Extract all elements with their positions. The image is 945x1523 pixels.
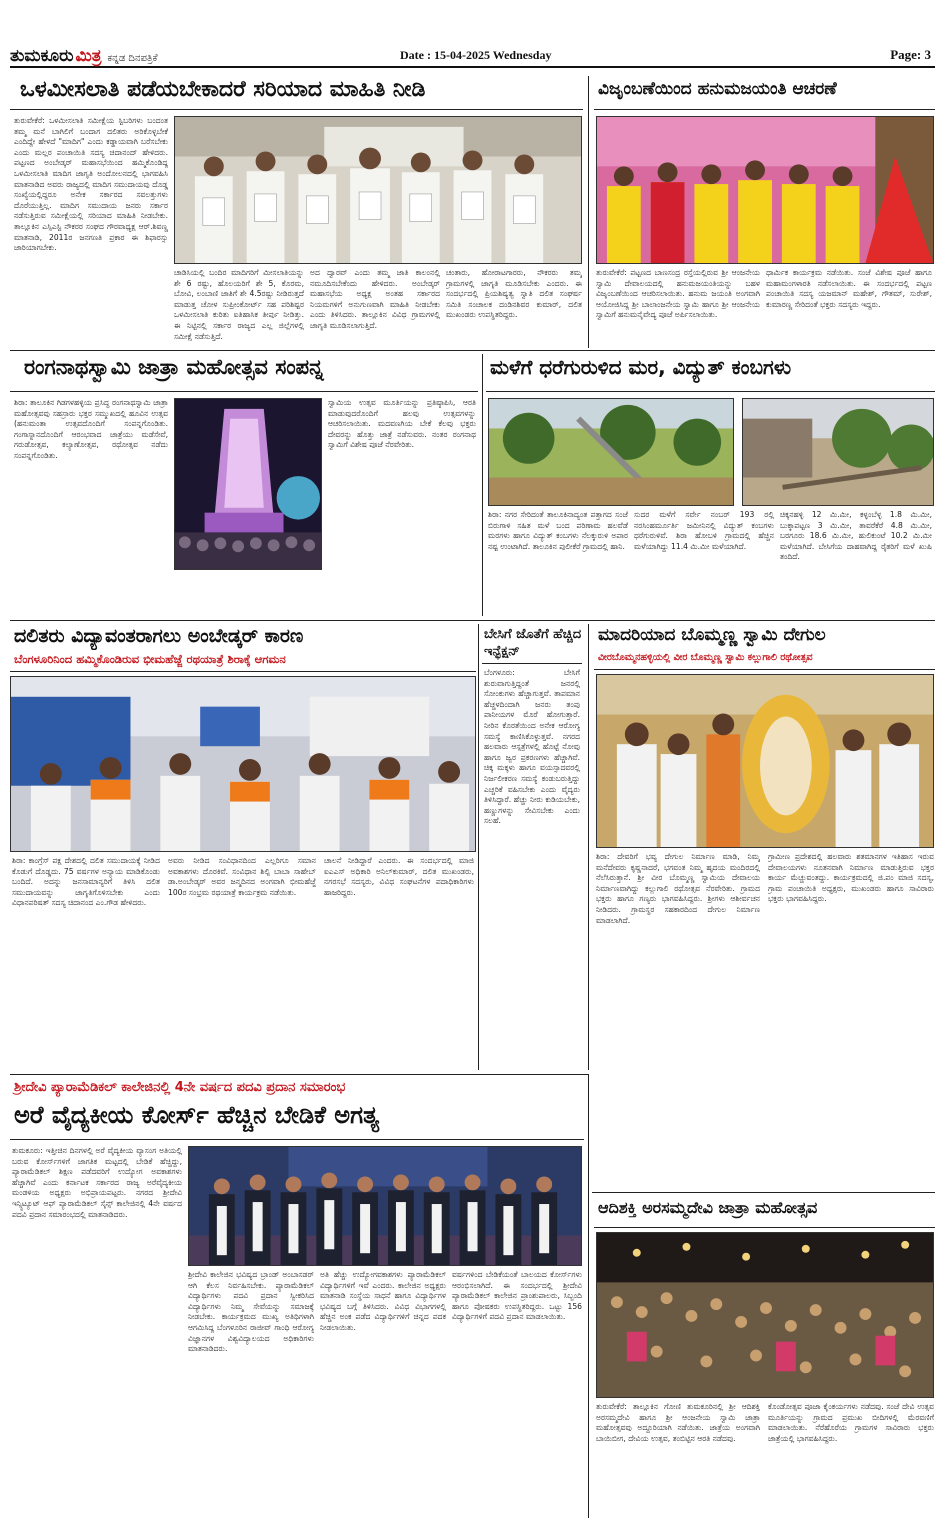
hanuma-jayanti-photo: [596, 116, 934, 264]
article-column: ಗ್ರಾಮೀಣ ಪ್ರದೇಶದಲ್ಲಿ ಹಲವಾರು ಶತಮಾನಗಳ ಇತಿಹಾಸ ಇರುವ ದೇವಾಲಯಗಳು ನೂತನವಾಗಿ ನಿರ್ಮಾಣ ಮಾಡುತ್ತಿರುವ ಭಕ್ತರ ಕಾರ್ಯ ಮೆಚ್ಚುವಂತದ್ದು. ಕಾರ್ಯಕ್ರಮದಲ್ಲಿ ಜಿ.ಪಂ ಮಾಜಿ ಸದಸ್ಯ, ಗ್ರಾಮ ಪಂಚಾಯಿತಿ ಅಧ್ಯಕ್ಷರು, ಮುಖಂಡರು ಹಾಗೂ ಸಾವಿರಾರು ಭಕ್ತರು ಭಾಗವಹಿಸಿದ್ದರು.: [768, 852, 934, 904]
rathayatre-photo: [10, 676, 476, 852]
article-olameesalati: [10, 76, 583, 348]
article-ambedkar-rathayatre: [10, 624, 476, 1070]
article-column: ಸುದರ ಮಳೆಗೆ ಸರ್ವೇ ನಂಬರ್ 193 ರಲ್ಲಿ ನರಸಿಂಹರ್ಮೂರ್ತಿ ಜಮೀನಿನಲ್ಲಿ ವಿದ್ಯುತ್ ಕಂಬಗಳು ಧರೆಗುರುಳಿವೆ. ಶಿರಾ ಹೋಬಳಿ ಗ್ರಾಮದಲ್ಲಿ ಹೆಚ್ಚಿನ ಮಳೆಯಾಗಿದ್ದು 11.4 ಮಿ.ಮೀ ಮಳೆಯಾಗಿದೆ.: [634, 510, 774, 551]
chariot-festival-photo: [174, 398, 322, 570]
article-arasammadevi-jatre: [594, 1196, 935, 1518]
article-column: ಚಿಕ್ಕನಹಳ್ಳಿ 12 ಮಿ.ಮೀ, ಕಳ್ಳಂಬೆಳ್ಳ 1.8 ಮಿ.ಮೀ, ಬುಕ್ಕಾಪಟ್ಟಣ 3 ಮಿ.ಮೀ, ತಾವರೆಕೆರೆ 4.8 ಮಿ.ಮೀ, ಬರಗೂರು 18.6 ಮಿ.ಮೀ, ಹುಲಿಕುಂಟೆ 10.2 ಮಿ.ಮೀ ಮಳೆಯಾಗಿದೆ. ಬೇಸಿಗೆಯ ದಾಹವಾಗಿದ್ದ ರೈತರಿಗೆ ಮಳೆ ಖುಷಿ ತಂದಿದೆ.: [780, 510, 932, 562]
masthead: [10, 42, 935, 68]
column-divider: [588, 624, 589, 1070]
article-column: ಬೆಂಗಳೂರು: ಬೇಸಿಗೆ ಶುರುವಾಗುತ್ತಿದ್ದಂತೆ ಜನರಲ್ಲಿ ಸೋಂಕುಗಳು ಹೆಚ್ಚಾಗುತ್ತವೆ. ತಾಪಮಾನ ಹೆಚ್ಚಳದಿಂದಾಗಿ ಜನರು ತಂಪು ಪಾನೀಯಗಳ ಮೊರೆ ಹೋಗುತ್ತಾರೆ. ನೀರಿನ ಕೊರತೆಯಿಂದ ಅನೇಕ ಆರೋಗ್ಯ ಸಮಸ್ಯೆ ಕಾಣಿಸಿಕೊಳ್ಳುತ್ತವೆ. ನಗರದ ಹಲವಾರು ಆಸ್ಪತ್ರೆಗಳಲ್ಲಿ ಹೊಟ್ಟೆ ನೋವು ಹಾಗೂ ಜ್ವರ ಪ್ರಕರಣಗಳು ಹೆಚ್ಚಾಗಿವೆ. ಚಿಕ್ಕ ಮಕ್ಕಳು ಹಾಗೂ ವಯಸ್ಸಾದವರಲ್ಲಿ ನಿರ್ಜಲೀಕರಣ ಸಮಸ್ಯೆ ಕಂಡುಬರುತ್ತಿದ್ದು ಎಚ್ಚರಿಕೆ ವಹಿಸಬೇಕು ಎಂದು ವೈದ್ಯರು ತಿಳಿಸಿದ್ದಾರೆ. ಹೆಚ್ಚು ನೀರು ಕುಡಿಯಬೇಕು, ಹಣ್ಣುಗಳನ್ನು ಸೇವಿಸಬೇಕು ಎಂದು ಸಲಹೆ.: [484, 668, 580, 826]
article-column: ತುರುವೇಕೆರೆ: ಒಳಮೀಸಲಾತಿ ಸಮೀಕ್ಷೆಯ ಸ್ಟಿಬರಿಗಳು ಬಂದಂತ ತಮ್ಮ ಮನೆ ಬಾಗಿಲಿಗೆ ಬಂದಾಗ ದಲಿತರು ಅರಿಕೊಳ್ಳಬೇಕೆ ಎಂದಿದ್ದೇ ಹೇಳದೆ "ಮಾದಿಗ" ಎಂದು ಕಡ್ಡಾಯವಾಗಿ ಬರೆಸಬೇಕು ಎಂದು ಮಲ್ಲರ ಪಂಚಾಯಿತಿ ಸದಸ್ಯ ಚಿದಾನಂದ್ ಹೇಳಿದರು. ಪಟ್ಟಣದ ಅಂಬೇಡ್ಕರ್ ಮಹಾಸಭೆಯಿಂದ ಹಮ್ಮಿಕೊಂಡಿದ್ದ ಒಳಮೀಸಲಾತಿ ಮಾದಿಗ ಜಾಗೃತಿ ಅಂದೋಲನದಲ್ಲಿ ಭಾಗವಹಿಸಿ ಮಾತನಾಡಿದ ಅವರು ರಾಜ್ಯದಲ್ಲಿ ಮಾದಿಗ ಸಮುದಾಯವು ದೊಡ್ಡ ಸಂಖ್ಯೆಯಲ್ಲಿದ್ದರೂ ಅನೇಕ ಸರ್ಕಾರದ ಸವಲತ್ತುಗಳು ದೊರೆಯುತ್ತಿಲ್ಲ. ಮಾದಿಗ ಸಮುದಾಯ ಜನರು ಸರ್ಕಾರ ನಡೆಸುತ್ತಿರುವ ಸಮೀಕ್ಷೆಯಲ್ಲಿ ಸರಿಯಾದ ಮಾಹಿತಿ ನೀಡಬೇಕು. ತಾಲ್ಲೂಕಿನ ಎಸ್ಸಿಎಸ್ಟಿ ನೌಕರರ ಸಂಘದ ಗೌರವಾಧ್ಯಕ್ಷ ಆರ್.ಶಿವಣ್ಣ ಮಾತನಾಡಿ, 2011ರ ಜನಗಣತಿ ಪ್ರಕಾರ ಈ ಶಿಫಾರಸ್ಸು ಜಾರಿಯಾಗಬೇಕು.: [14, 116, 168, 253]
article-column: ಅದ ದ್ವಾರವ್ ಎಂದು ತಮ್ಮ ಜಾತಿ ಕಾಲಂನಲ್ಲಿ ನಮೂದಿಸಬೇಕೆಂದು ಹೇಳಿದರು. ಅಂಬೇಡ್ಕರ್ ಮಹಾಸಭೆಯ ಅಧ್ಯಕ್ಷ ಅಂತಹ ಸರ್ಕಾರದ ನಿಯಮಗಳಿಗೆ ಅನುಗುಣವಾಗಿ ಮಾಹಿತಿ ನೀಡಬೇಕು ಎಂದು ತಿಳಿಸಿದರು. ತಾಲ್ಲೂಕಿನ ವಿವಿಧ ಗ್ರಾಮಗಳಲ್ಲಿ ಜಾಗೃತಿ ಮೂಡಿಸಲಾಗುತ್ತಿದೆ.: [310, 268, 440, 330]
section-divider: [10, 620, 935, 621]
section-divider: [592, 1192, 935, 1193]
article-headline: ದಲಿತರು ವಿದ್ಯಾವಂತರಾಗಲು ಅಂಬೇಡ್ಕರ್ ಕಾರಣ: [14, 625, 304, 647]
article-column: ಅತಿ ಹೆಚ್ಚು ಉದ್ಯೋಗವಕಾಶಗಳು ಪ್ಯಾರಾಮೆಡಿಕಲ್ ವಿದ್ಯಾರ್ಥಿಗಳಿಗೆ ಇವೆ ಎಂದರು. ಕಾಲೇಜಿನ ಅಧ್ಯಕ್ಷರು ಮಾತನಾಡಿ ಸಂಸ್ಥೆಯ ಸಾಧನೆ ಹಾಗೂ ವಿದ್ಯಾರ್ಥಿಗಳ ಭವಿಷ್ಯದ ಬಗ್ಗೆ ತಿಳಿಸಿದರು. ವಿವಿಧ ವಿಭಾಗಗಳಲ್ಲಿ ಹೆಚ್ಚಿನ ಅಂಕ ಪಡೆದ ವಿದ್ಯಾರ್ಥಿಗಳಿಗೆ ಚಿನ್ನದ ಪದಕ ನೀಡಲಾಯಿತು.: [320, 1270, 446, 1332]
article-headline: ವಿಜೃಂಬಣೆಯಿಂದ ಹನುಮಜಯಂತಿ ಆಚರಣೆ: [594, 76, 935, 110]
article-bommanna-temple: [594, 624, 935, 1070]
article-column: ಚಾಲನೆ ನೀಡಿದ್ದಾರೆ ಎಂದರು. ಈ ಸಂದರ್ಭದಲ್ಲಿ ಮಾಜಿ ಐಎಎಸ್ ಅಧಿಕಾರಿ ಅನಿಲ್‌ಕುಮಾರ್, ದಲಿತ ಮುಖಂಡರು, ನಗರಸಭೆ ಸದಸ್ಯರು, ವಿವಿಧ ಸಂಘಟನೆಗಳ ಪದಾಧಿಕಾರಿಗಳು ಹಾಜರಿದ್ದರು.: [324, 856, 474, 897]
press-meet-photo: [174, 116, 582, 264]
temple-rathotsava-photo: [596, 674, 934, 848]
article-column: ಚಾಡಿಸಿಯಲ್ಲಿ ಬಂದಿರ ಮಾದಿಗರಿಗೆ ಮೀಸಲಾತಿಯನ್ನು ಶೇ 6 ರಷ್ಟು, ಹೊಲಯರಿಗೆ ಶೇ 5, ಕೊರಮ, ಬೋವಿ, ಲಂಬಾಣಿ ಜಾತಿಗೆ ಶೇ 4.5ರಷ್ಟು ನೀಡಿರುತ್ತದೆ ಮಾಡುತ್ತ ಚೋಳ ಸುಪ್ರೀಂಕೋರ್ಟ್ ಸಹ ಪರಿಶಿಷ್ಟರ ಒಳಮೀಸಲಾತಿ ಕುರಿತು ಐತಿಹಾಸಿಕ ತೀರ್ಪು ನೀಡಿತ್ತು. ಈ ನಿಟ್ಟಿನಲ್ಲಿ ಸರ್ಕಾರ ರಾಜ್ಯದ ಎಲ್ಲ ಜಿಲ್ಲೆಗಳಲ್ಲಿ ಸಮೀಕ್ಷೆ ನಡೆಸುತ್ತಿದೆ.: [174, 268, 304, 341]
article-summer-infection: [482, 624, 582, 1070]
article-subhead: ಬೆಂಗಳೂರಿನಿಂದ ಹಮ್ಮಿಕೊಂಡಿರುವ ಭೀಮಹೆಜ್ಜೆ ರಥಯಾತ್ರೆ ಶಿರಾಕ್ಕೆ ಆಗಮನ: [10, 650, 476, 672]
article-kicker: ಶ್ರೀದೇವಿ ಪ್ಯಾರಾಮೆಡಿಕಲ್ ಕಾಲೇಜಿನಲ್ಲಿ 4ನೇ ವರ್ಷದ ಪದವಿ ಪ್ರದಾನ ಸಮಾರಂಭ: [14, 1080, 346, 1095]
article-column: ಚಂತಾರು, ಹೋರಾಟಗಾರರು, ನೌಕರರು ತಮ್ಮ ಗ್ರಾಮಗಳಲ್ಲಿ ಜಾಗೃತಿ ಮೂಡಿಸಬೇಕು ಎಂದರು. ಈ ಸಂದರ್ಭದಲ್ಲಿ ಪ್ರಿಯಶಿಷ್ಯತ್ವ ಸ್ವಾತಿ ದಲಿತ ಸಂಘರ್ಷ ಸಮಿತಿ ಸಂಚಾಲಕ ದಂಡಿನಶಿವರ ಕುಮಾರ್, ದಲಿತ ಮುಖಂಡರು ಉಪಸ್ಥಿತರಿದ್ದರು.: [446, 268, 582, 320]
article-headline: ಆದಿಶಕ್ತಿ ಅರಸಮ್ಮದೇವಿ ಜಾತ್ರಾ ಮಹೋತ್ಸವ: [594, 1196, 935, 1228]
article-column: ವರ್ಷಗಳಿಂದ ಬೇಡಿಕೆಯಂತೆ ಬಾಲಯದ ಕೋರ್ಸ್‌ಗಳು ಆರಂಭಿಸಲಾಗಿದೆ. ಈ ಸಂದರ್ಭದಲ್ಲಿ ಶ್ರೀದೇವಿ ಪ್ಯಾರಾಮೆಡಿಕಲ್ ಕಾಲೇಜಿನ ಪ್ರಾಂಶುಪಾಲರು, ಸಿಬ್ಬಂದಿ ಹಾಗೂ ಪೋಷಕರು ಉಪಸ್ಥಿತರಿದ್ದರು. ಒಟ್ಟು 156 ವಿದ್ಯಾರ್ಥಿಗಳಿಗೆ ಪದವಿ ಪ್ರದಾನ ಮಾಡಲಾಯಿತು.: [452, 1270, 582, 1322]
column-divider: [588, 1074, 589, 1518]
article-headline: [482, 624, 582, 664]
article-headline: ಮಾದರಿಯಾದ ಬೊಮ್ಮಣ್ಣ ಸ್ವಾಮಿ ದೇಗುಲ: [598, 625, 826, 645]
jatre-crowd-photo: [596, 1232, 934, 1398]
article-ranganatha-jatre: [10, 354, 478, 616]
article-column: ಶಿರಾ: ದೇವರಿಗೆ ಭವ್ಯ ದೇಗುಲ ನಿರ್ಮಾಣ ಮಾಡಿ, ನಿಮ್ಮ ಮನೆದೇವರು ಕೃಷ್ಣನಾದರೆ, ಭಗವಂತ ನಿಮ್ಮ ಹೃದಯ ಮಂದಿರದಲ್ಲಿ ನೆಲೆಸಿರುತ್ತಾನೆ. ಶ್ರೀ ವೀರ ಬೊಮ್ಮಣ್ಣ ಸ್ವಾಮಿಯ ದೇವಾಲಯ ನಿರ್ಮಾಣವಾಗಿದ್ದು ಕಲ್ಲುಗಾಲಿ ರಥೋತ್ಸವ ನೆರವೇರಿತು. ಗ್ರಾಮದ ಭಕ್ತರು ಹಾಗೂ ಗಣ್ಯರು ಭಾಗವಹಿಸಿದ್ದರು. ಶ್ರೀಗಳು ಆಶೀರ್ವಚನ ನೀಡಿದರು. ಗ್ರಾಮಸ್ಥರ ಸಹಕಾರದಿಂದ ದೇಗುಲ ನಿರ್ಮಾಣ ಮಾಡಲಾಗಿದೆ.: [596, 852, 760, 925]
fallen-poles-photo: [742, 398, 934, 506]
article-column: ತುಮಕೂರು: ಇತ್ತೀಚಿನ ದಿನಗಳಲ್ಲಿ ಅರೆ ವೈದ್ಯಕೀಯ ವ್ಯಾಸಂಗ ಅತಿಯಲ್ಲಿ ಬರುವ ಕೋರ್ಸ್‌ಗಳಿಗೆ ಜಾಗತಿಕ ಮಟ್ಟದಲ್ಲಿ ಬೇಡಿಕೆ ಹೆಚ್ಚಿದ್ದು, ಪ್ಯಾರಾಮೆಡಿಕಲ್ ಶಿಕ್ಷಣ ಪಡೆದವರಿಗೆ ಉದ್ಯೋಗ ಅವಕಾಶಗಳು ಹೆಚ್ಚಾಗಿವೆ ಎಂದು ಕರ್ನಾಟಕ ಸರ್ಕಾರದ ರಾಜ್ಯ ಅರೆವೈದ್ಯಕೀಯ ಮಂಡಳಿಯ ಅಧ್ಯಕ್ಷರು ಅಭಿಪ್ರಾಯಪಟ್ಟರು. ನಗರದ ಶ್ರೀದೇವಿ ಇನ್ಸ್ಟಿಟ್ಯೂಟ್ ಆಫ್ ಪ್ಯಾರಾಮೆಡಿಕಲ್ ಸೈನ್ಸ್ ಕಾಲೇಜಿನಲ್ಲಿ 4ನೇ ವರ್ಷದ ಪದವಿ ಪ್ರದಾನ ಸಮಾರಂಭದಲ್ಲಿ ಮಾತನಾಡಿದರು.: [12, 1146, 182, 1219]
page-number: Page: 3: [890, 47, 931, 62]
logo-accent: ಮಿತ್ರ: [75, 46, 102, 66]
column-divider: [482, 354, 483, 616]
article-headline: ಅರೆ ವೈದ್ಯಕೀಯ ಕೋರ್ಸ್ ಹೆಚ್ಚಿನ ಬೇಡಿಕೆ ಅಗತ್ಯ: [10, 1100, 584, 1140]
logo-main: ತುಮಕೂರು: [10, 46, 74, 66]
article-column: ಶಿರಾ: ಕಾಂಗ್ರೆಸ್ ಪಕ್ಷ ದೇಶದಲ್ಲಿ ದಲಿತ ಸಮುದಾಯಕ್ಕೆ ನೀಡಿದ ಕೊಡುಗೆ ದೊಡ್ಡದು. 75 ವರ್ಷಗಳ ಅನ್ಯಾಯ ಮಾಡಿಕೊಂಡು ಬಂದಿದೆ. ಅದನ್ನು ಜನಸಾಮಾನ್ಯರಿಗೆ ತಿಳಿಸಿ ದಲಿತ ಸಮುದಾಯವನ್ನು ಜಾಗೃತಿಗೊಳಿಸಬೇಕು ಎಂದು ವಿಧಾನಪರಿಷತ್ ಸದಸ್ಯ ಚಿದಾನಂದ ಎಂ.ಗೌಡ ಹೇಳಿದರು.: [12, 856, 160, 908]
logo-tagline: ಕನ್ನಡ ದಿನಪತ್ರಿಕೆ: [107, 53, 158, 64]
article-rain-damage: [486, 354, 935, 616]
article-column: ಅವರು ನೀಡಿದ ಸಂವಿಧಾನದಿಂದ ಎಲ್ಲರಿಗೂ ಸಮಾನ ಅವಕಾಶಗಳು ದೊರಕಿವೆ. ಸಂವಿಧಾನ ಶಿಲ್ಪಿ ಬಾಬಾ ಸಾಹೇಬ್ ಡಾ.ಅಂಬೇಡ್ಕರ್ ಅವರ ಜನ್ಮದಿನದ ಅಂಗವಾಗಿ ಭೀಮಹೆಜ್ಜೆ 100ರ ಸಂಭ್ರಮ ರಥಯಾತ್ರೆ ಕಾರ್ಯಕ್ರಮ ನಡೆಯಿತು.: [168, 856, 316, 897]
article-column: ಸ್ವಾಮಿಯ ಉತ್ಸವ ಮೂರ್ತಿಯನ್ನು ಪ್ರತಿಷ್ಠಾಪಿಸಿ, ಆರತಿ ಮಾಡುವುದರೊಂದಿಗೆ ಹಲವು ಉತ್ಸವಗಳನ್ನು ಆಚರಿಸಲಾಯಿತು. ಮದವಣಗಿಯ ಬೇಕೆ ಕೆಲವು ಭಕ್ತರು ದೇವರನ್ನು ಹೊತ್ತು ಜಾತ್ರೆ ನಡೆಸುವರು. ನಂತರ ರಂಗನಾಥ ಸ್ವಾಮಿಗೆ ವಿಶೇಷ ಪೂಜೆ ನೆರವೇರಿತು.: [328, 398, 476, 450]
article-column: ತುರುವೇಕೆರೆ: ಪಟ್ಟಣದ ಬಾಣಸಂದ್ರ ರಸ್ತೆಯಲ್ಲಿರುವ ಶ್ರೀ ಆಂಜನೇಯ ಸ್ವಾಮಿ ದೇವಾಲಯದಲ್ಲಿ ಹನುಮಜಯಂತಿಯನ್ನು ಬಹಳ ವಿಜೃಂಬಣೆಯಿಂದ ಆಚರಿಸಲಾಯಿತು. ಹನುಮ ಜಯಂತಿ ಅಂಗವಾಗಿ ಆಯೋಜಿಸಿದ್ದ ಶ್ರೀ ಬಾಲಾಂಜನೇಯ ಸ್ವಾಮಿ ಹಾಗೂ ಶ್ರೀ ಆಂಜನೇಯ ಸ್ವಾಮಿಗೆ ಹನುಮನೈವೇದ್ಯ ಪೂಜೆ ಅರ್ಪಿಸಲಾಯಿತು.: [596, 268, 760, 320]
column-divider: [588, 76, 589, 348]
section-divider: [10, 1074, 588, 1075]
article-hanuma-jayanti: [594, 76, 935, 348]
article-column: ಶಿರಾ: ನಗರ ಸೇರಿದಂತೆ ತಾಲೂಕಿನಾದ್ಯಂತ ಪತ್ತಾಗದ ಸಂಜೆ ಬಿರುಗಾಳಿ ಸಹಿತ ಮಳೆ ಬಂದ ಪರಿಣಾಮ ಹಲವೆಡೆ ಮರಗಳು ಹಾಗೂ ವಿದ್ಯುತ್ ಕಂಬಗಳು ನೆಲಕ್ಕುರುಳಿ ಅಪಾರ ನಷ್ಟ ಉಂಟಾಗಿದೆ. ತಾಲೂಕಿನ ಪುಲೀಕೆರೆ ಗ್ರಾಮದಲ್ಲಿ ಹಾನಿ.: [488, 510, 628, 551]
headline-text: ಬೇಸಿಗೆ ಜೊತೆಗೆ ಹೆಚ್ಚಿದ ಇನ್ಫೆಕ್ಷನ್: [484, 627, 582, 659]
article-column: ಧಾರ್ಮಿಕ ಕಾರ್ಯಕ್ರಮ ನಡೆಯಿತು. ಸಂಜೆ ವಿಶೇಷ ಪೂಜೆ ಹಾಗೂ ಮಹಾಮಂಗಳಾರತಿ ನಡೆಸಲಾಯಿತು. ಈ ಸಂದರ್ಭದಲ್ಲಿ ಪಟ್ಟಣ ಪಂಚಾಯಿತಿ ಸದಸ್ಯ ಯಜಮಾನ್ ಮಹೇಶ್, ಗೌತಮ್, ಸುರೇಶ್, ಕುಮಾರಣ್ಣ ಸೇರಿದಂತೆ ಭಕ್ತರು ಸದಸ್ಯರು ಇದ್ದರು.: [766, 268, 932, 309]
section-divider: [10, 350, 935, 351]
article-subhead: ವೀರಬೊಮ್ಮನಹಳ್ಳಿಯಲ್ಲಿ ವೀರ ಬೊಮ್ಮಣ್ಣ ಸ್ವಾಮಿ ಕಲ್ಲುಗಾಲಿ ರಥೋತ್ಸವ: [594, 650, 935, 670]
article-headline: ಮಳೆಗೆ ಧರೆಗುರುಳಿದ ಮರ, ವಿದ್ಯುತ್ ಕಂಬಗಳು: [486, 354, 935, 392]
article-column: ಕೊಂಡೋತ್ಸವ ಪೂಜಾ ಕೈಂಕರ್ಯಗಳು ನಡೆದವು. ಸಂಜೆ ದೇವಿ ಉತ್ಸವ ಮೂರ್ತಿಯನ್ನು ಗ್ರಾಮದ ಪ್ರಮುಖ ಬೀದಿಗಳಲ್ಲಿ ಮೆರವಣಿಗೆ ಮಾಡಲಾಯಿತು. ನೆರೆಹೊರೆಯ ಗ್ರಾಮಗಳ ಸಾವಿರಾರು ಭಕ್ತರು ಜಾತ್ರೆಯಲ್ಲಿ ಭಾಗವಹಿಸಿದ್ದರು.: [768, 1402, 934, 1443]
graduation-ceremony-photo: [188, 1146, 582, 1266]
column-divider: [478, 624, 479, 1070]
article-column: ಶ್ರೀದೇವಿ ಕಾಲೇಜಿನ ಭವಿಷ್ಯದ ಬ್ರಾಂಡ್ ಅಂಬಾಸಡರ್ ಆಗಿ ಕೆಲಸ ನಿರ್ವಹಿಸಬೇಕು. ಪ್ಯಾರಾಮೆಡಿಕಲ್ ವಿದ್ಯಾರ್ಥಿಗಳು ಪದವಿ ಪ್ರದಾನ ಸ್ವೀಕರಿಸಿದ ವಿದ್ಯಾರ್ಥಿಗಳು ನಿಮ್ಮ ಸೇವೆಯನ್ನು ಸಮಾಜಕ್ಕೆ ನೀಡಬೇಕು. ಕಾರ್ಯಕ್ರಮದ ಮುಖ್ಯ ಅತಿಥಿಗಳಾಗಿ ಆಗಮಿಸಿದ್ದ ಬೆಂಗಳೂರಿನ ರಾಜೀವ್ ಗಾಂಧಿ ಆರೋಗ್ಯ ವಿಜ್ಞಾನಗಳ ವಿಶ್ವವಿದ್ಯಾಲಯದ ಅಧಿಕಾರಿಗಳು ಮಾತನಾಡಿದರು.: [188, 1270, 314, 1354]
article-headline: ಒಳಮೀಸಲಾತಿ ಪಡೆಯಬೇಕಾದರೆ ಸರಿಯಾದ ಮಾಹಿತಿ ನೀಡಿ: [10, 76, 583, 110]
article-paramedical-graduation: [10, 1078, 584, 1518]
paper-logo: [10, 46, 157, 66]
dateline: Date : 15-04-2025 Wednesday: [400, 48, 552, 62]
article-column: ಶಿರಾ: ತಾಲೂಕಿನ ಗಿಡಗಳಹಳ್ಳಿಯ ಪ್ರಸಿದ್ಧ ರಂಗನಾಥಸ್ವಾಮಿ ಜಾತ್ರಾ ಮಹೋತ್ಸವವು ಸಹಸ್ರಾರು ಭಕ್ತರ ಸಮ್ಮುಖದಲ್ಲಿ ಹೂವಿನ ಉತ್ಸವ (ಹನುಮಂತಾ ಉತ್ಸವದೊಂದಿಗೆ ಸಂಪನ್ನಗೊಂಡಿತು. ಗಂಗಾಸ್ನಾನದೊಂದಿಗೆ ಆರಂಭವಾದ ಜಾತ್ರೆಯು ಮಡೆಸೇವೆ, ಗರುಡೋತ್ಸವ, ಕಲ್ಯಾಣೋತ್ಸವ, ರಥೋತ್ಸವ ನಡೆದು ಸಂಪನ್ನಗೊಂಡಿತು.: [14, 398, 168, 460]
fallen-tree-photo: [488, 398, 734, 506]
article-headline: ರಂಗನಾಥಸ್ವಾಮಿ ಜಾತ್ರಾ ಮಹೋತ್ಸವ ಸಂಪನ್ನ: [10, 354, 478, 392]
article-column: ತುರುವೇಕೆರೆ: ತಾಲ್ಲೂಕಿನ ಗೋಣಿ ತುಮಕೂರಿನಲ್ಲಿ ಶ್ರೀ ಆದಿಶಕ್ತಿ ಅರಸಮ್ಮದೇವಿ ಹಾಗೂ ಶ್ರೀ ಆಂಜನೇಯ ಸ್ವಾಮಿ ಜಾತ್ರಾ ಮಹೋತ್ಸವವು ಅದ್ದೂರಿಯಾಗಿ ನಡೆಯಿತು. ಜಾತ್ರೆಯ ಅಂಗವಾಗಿ ಬಾಯಿಬೀಗ, ದೇವಿಯ ಉತ್ಸವ, ತಂಬಿಟ್ಟಿನ ಆರತಿ ನಡೆದವು.: [596, 1402, 760, 1443]
